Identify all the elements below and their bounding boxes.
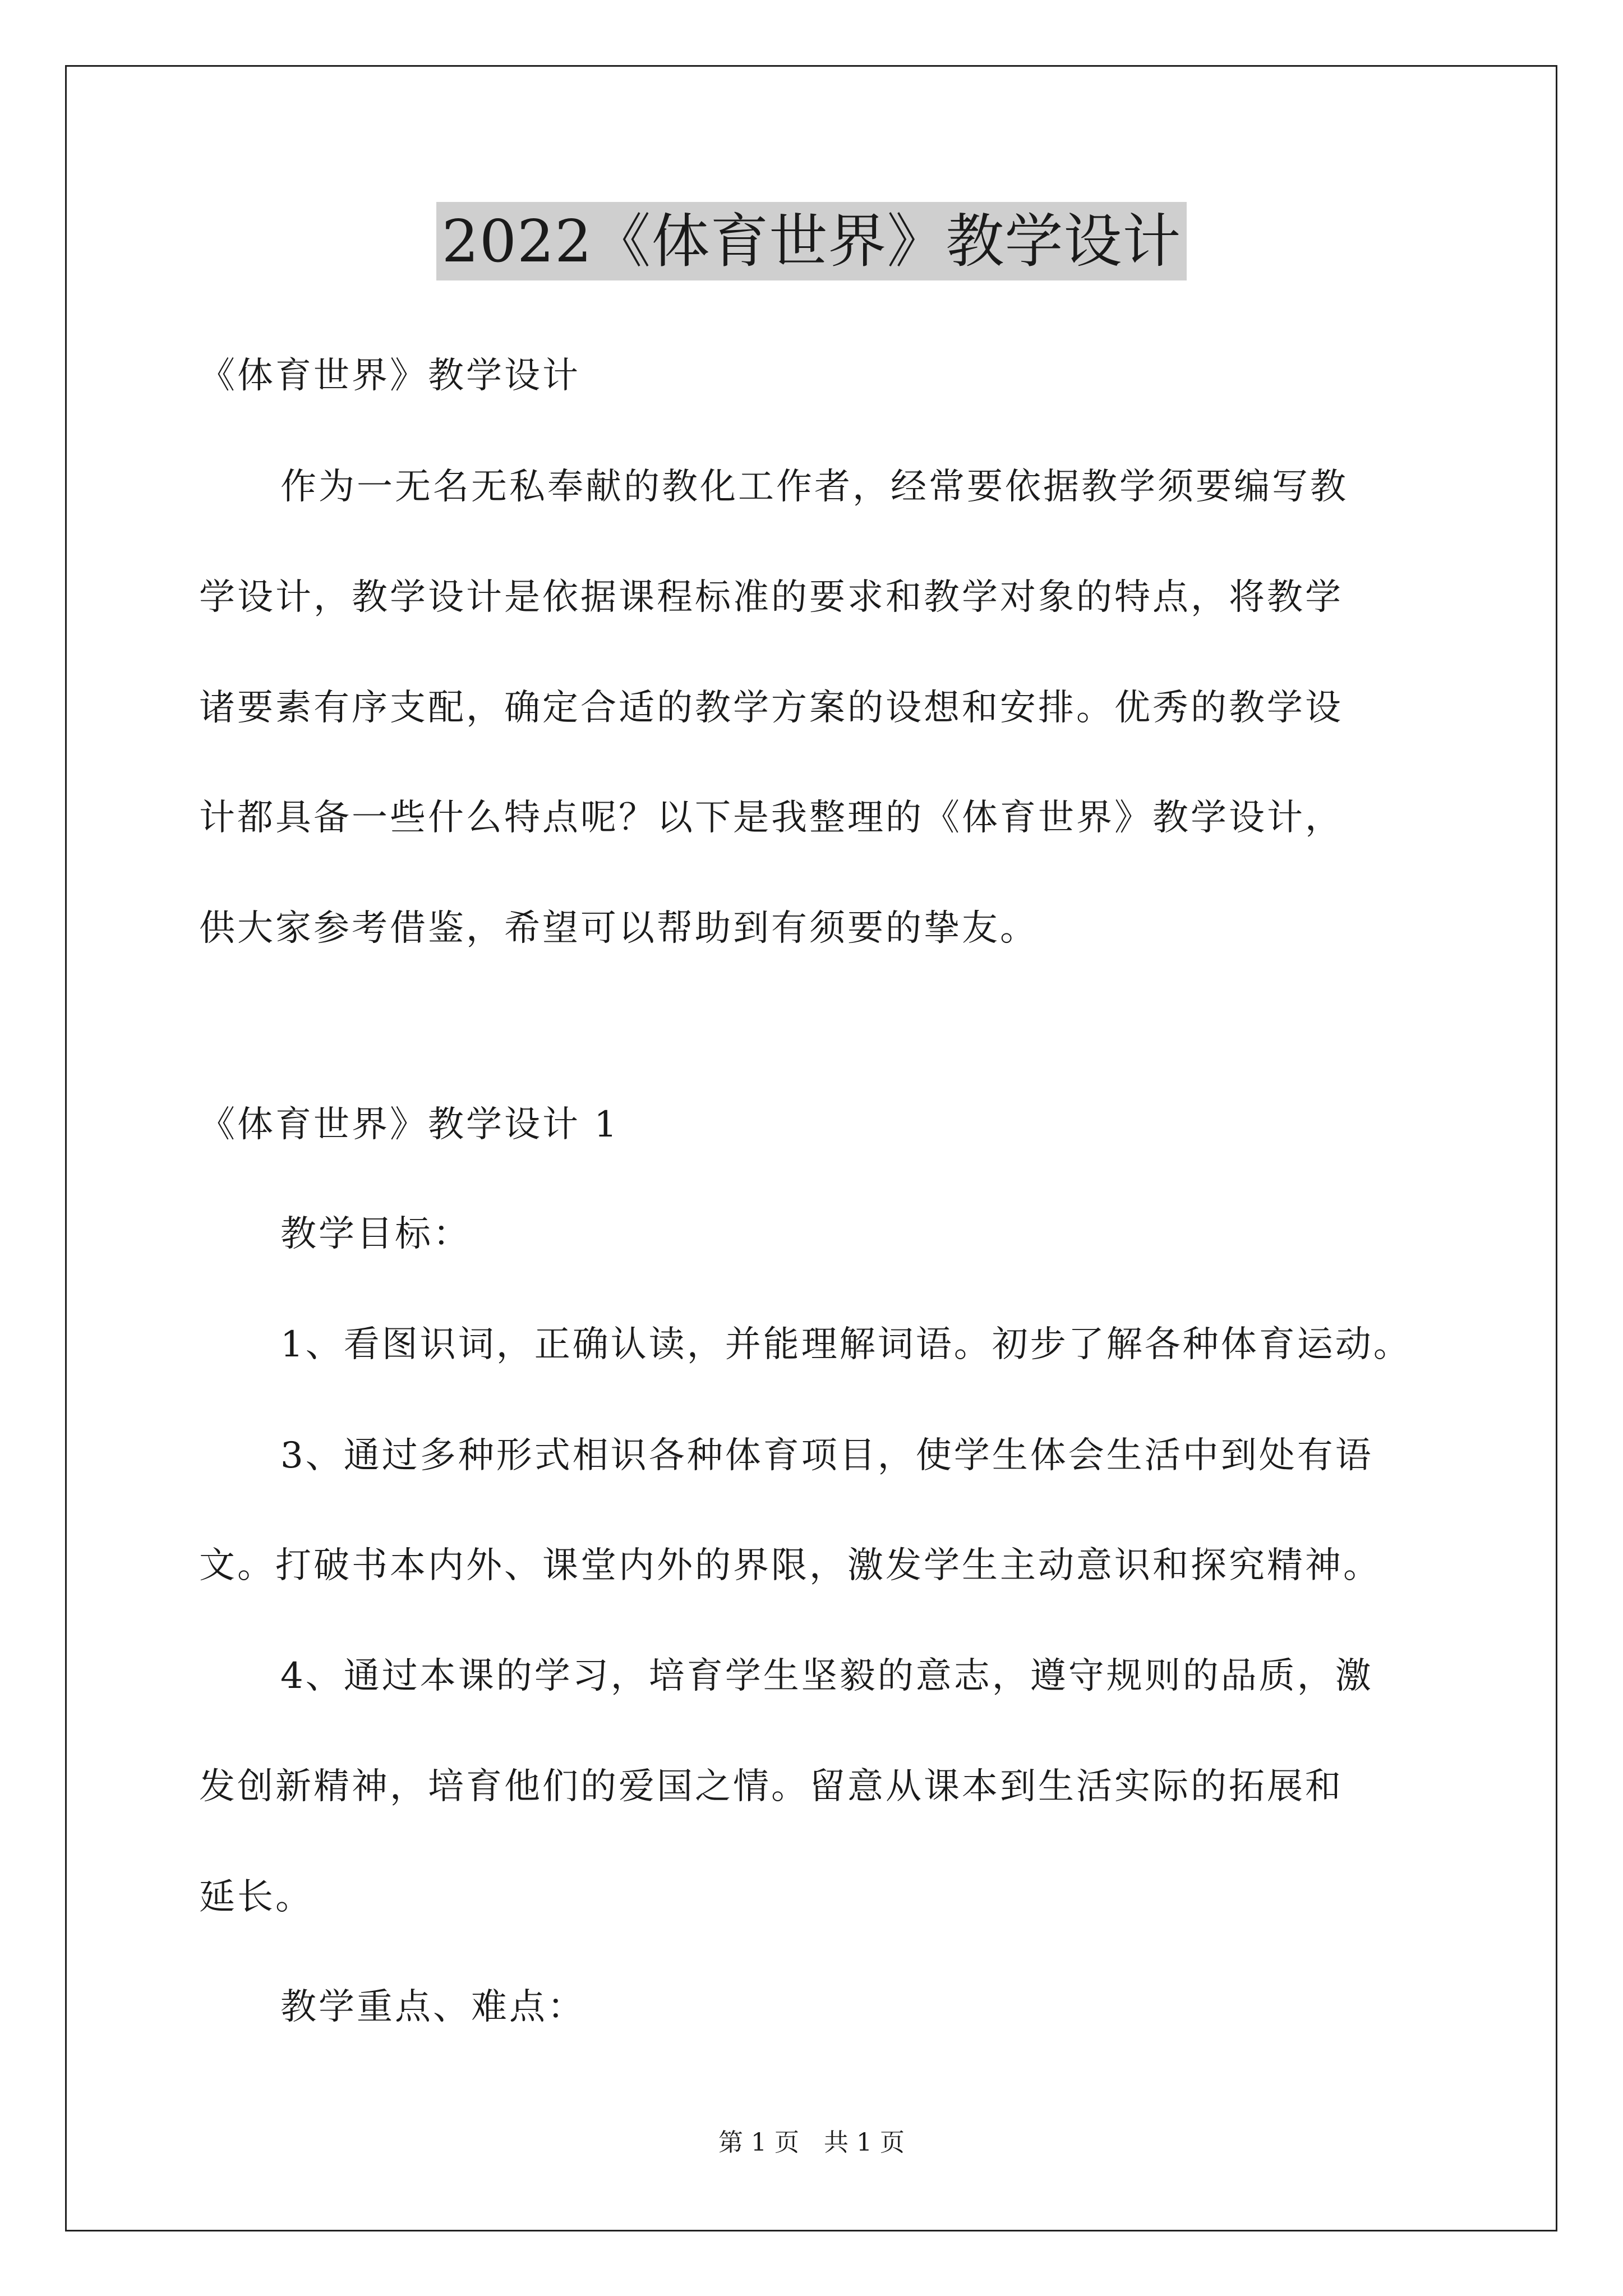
goal-4-line-1: 4、通过本课的学习，培育学生坚毅的意志，遵守规则的品质，激 — [280, 1655, 1373, 1697]
goal-3-line-2: 文。打破书本内外、课堂内外的界限，激发学生主动意识和探究精神。 — [199, 1545, 1381, 1586]
document-title: 2022《体育世界》教学设计 — [436, 202, 1187, 280]
goal-4-line-2: 发创新精神，培育他们的爱国之情。留意从课本到生活实际的拓展和 — [199, 1766, 1343, 1807]
key-points-heading: 教学重点、难点： — [280, 1986, 585, 2028]
document-subtitle: 《体育世界》教学设计 — [199, 355, 580, 397]
title-container — [0, 202, 1623, 280]
goal-4-line-3: 延长。 — [199, 1876, 313, 1918]
intro-line-4: 计都具备一些什么特点呢？以下是我整理的《体育世界》教学设计， — [199, 797, 1343, 839]
intro-line-2: 学设计，教学设计是依据课程标准的要求和教学对象的特点，将教学 — [199, 577, 1343, 618]
goals-heading: 教学目标： — [280, 1213, 471, 1255]
intro-line-3: 诸要素有序支配，确定合适的教学方案的设想和安排。优秀的教学设 — [199, 687, 1343, 729]
goal-1: 1、看图识词，正确认读，并能理解词语。初步了解各种体育运动。 — [280, 1324, 1412, 1365]
intro-line-1: 作为一无名无私奉献的教化工作者，经常要依据教学须要编写教 — [280, 466, 1348, 508]
section-heading: 《体育世界》教学设计 1 — [199, 1104, 620, 1145]
intro-line-5: 供大家参考借鉴，希望可以帮助到有须要的挚友。 — [199, 908, 1038, 949]
goal-3-line-1: 3、通过多种形式相识各种体育项目，使学生体会生活中到处有语 — [280, 1435, 1373, 1476]
page-footer: 第 1 页 共 1 页 — [718, 2128, 905, 2157]
